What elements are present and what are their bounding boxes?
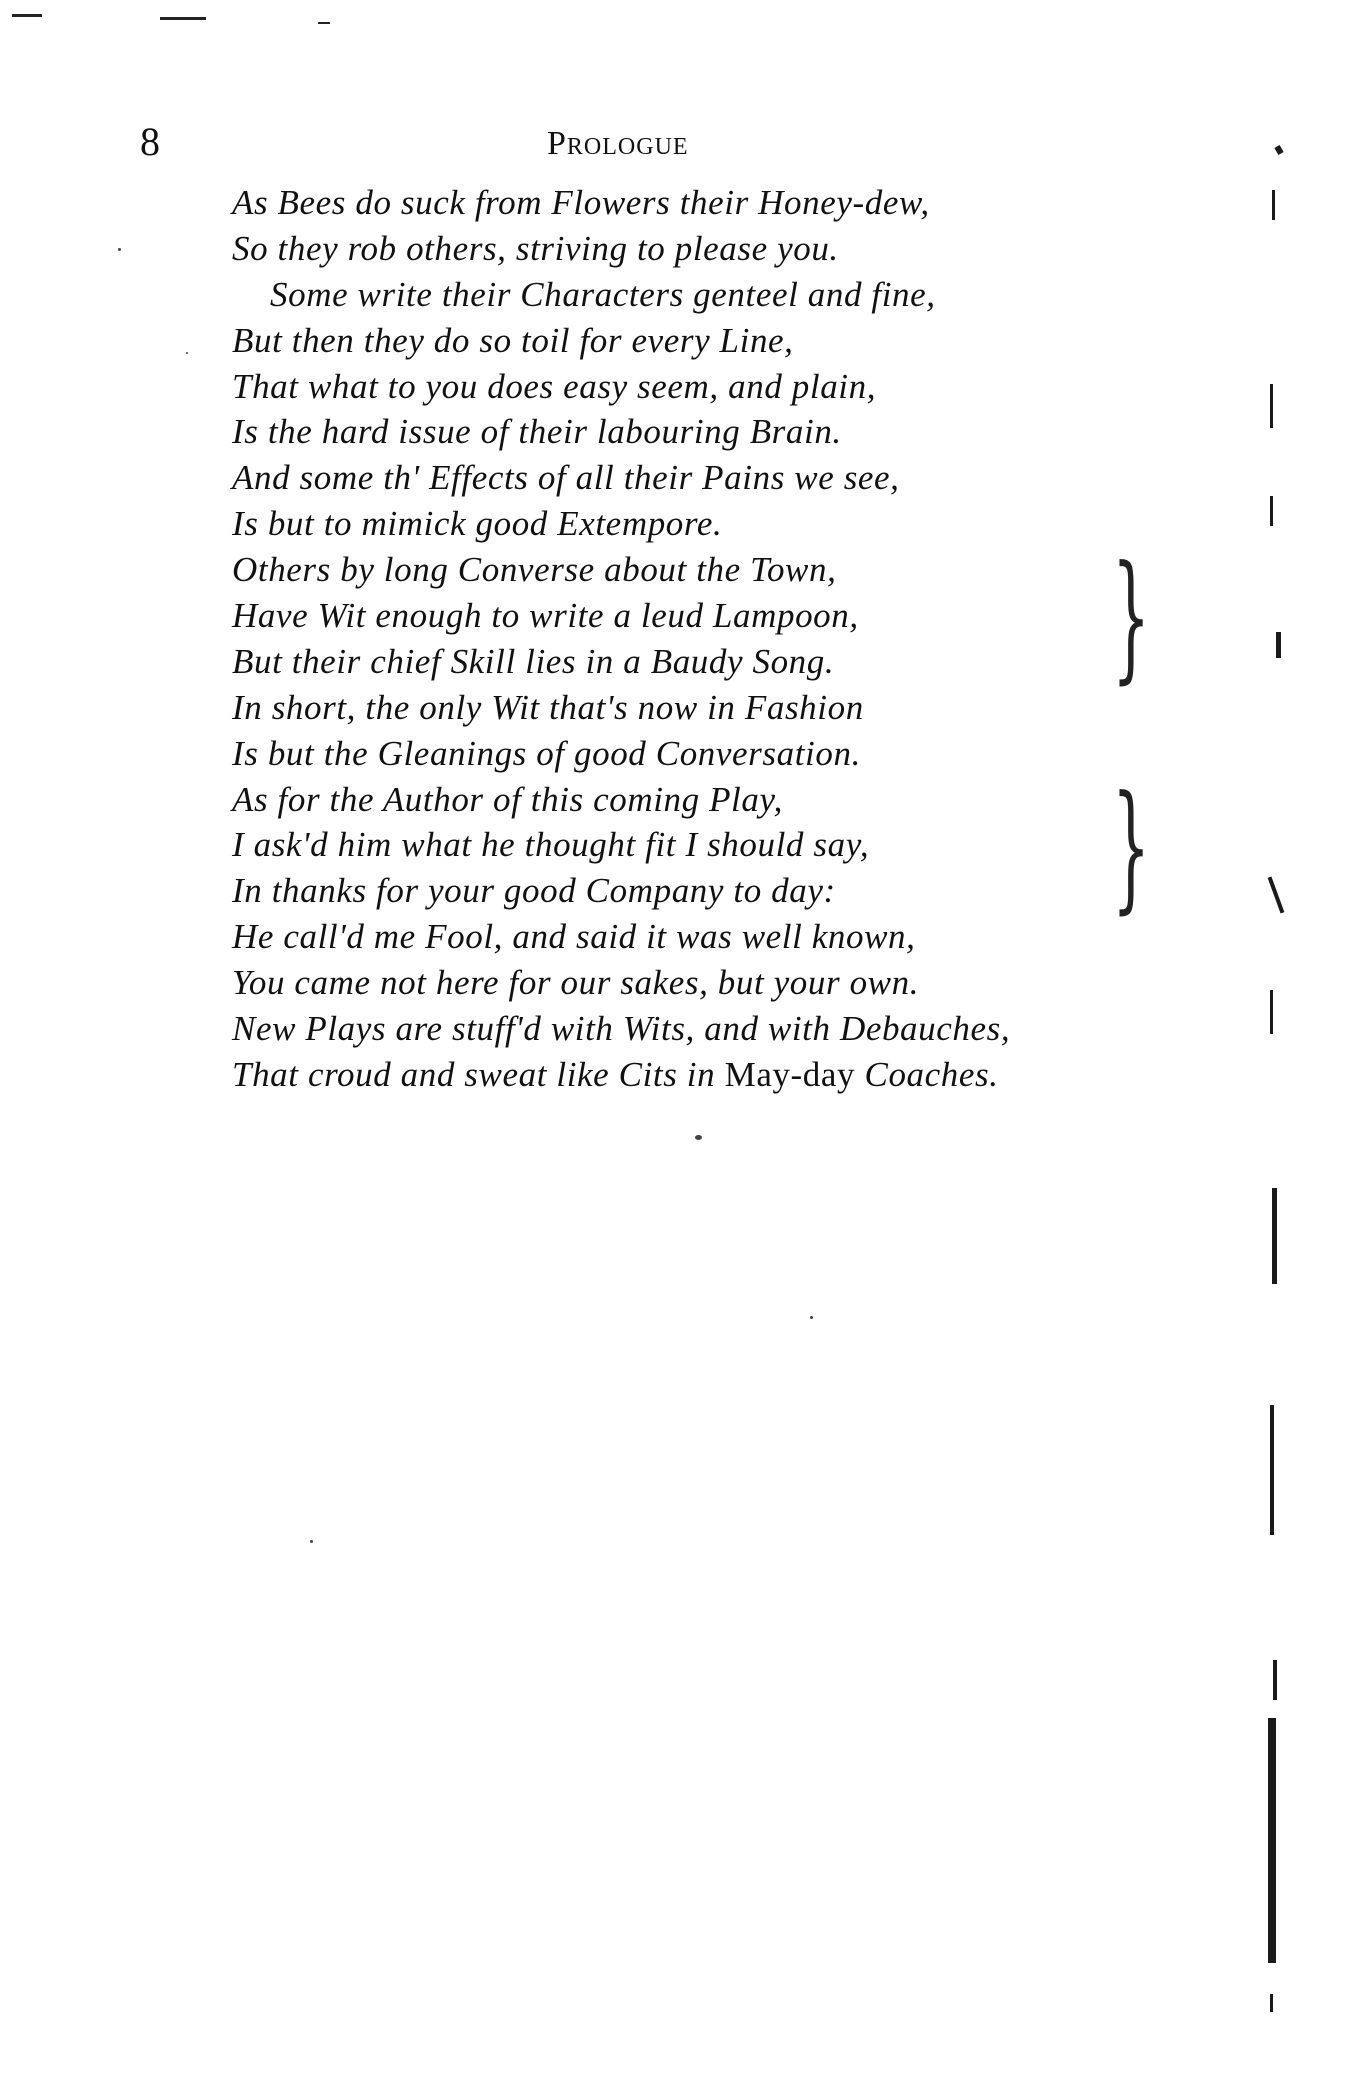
verse-line: But then they do so toil for every Line, bbox=[232, 320, 794, 360]
verse-line: And some th' Effects of all their Pains we see, bbox=[232, 458, 900, 498]
verse-line: New Plays are stuff'd with Wits, and with Debauches, bbox=[232, 1009, 1011, 1049]
verse-line-final bbox=[232, 1052, 1132, 1098]
gutter-artifact bbox=[1270, 990, 1273, 1034]
gutter-artifact bbox=[1274, 145, 1283, 155]
scan-speck bbox=[186, 352, 188, 354]
gutter-artifact bbox=[1276, 632, 1281, 658]
verse-line: Is the hard issue of their labouring Brain. bbox=[232, 412, 842, 452]
gutter-artifact bbox=[1270, 1994, 1273, 2012]
scan-speck bbox=[695, 1135, 702, 1140]
gutter-artifact bbox=[1268, 1718, 1276, 1963]
verse-line: Have Wit enough to write a leud Lampoon, bbox=[232, 596, 859, 636]
verse-line: As Bees do suck from Flowers their Honey-dew, bbox=[232, 183, 930, 222]
scan-speck bbox=[310, 1540, 313, 1543]
gutter-artifact bbox=[1268, 876, 1285, 913]
gutter-artifact bbox=[1273, 1660, 1277, 1700]
scan-speck bbox=[810, 1316, 813, 1319]
verse-line: So they rob others, striving to please you. bbox=[232, 228, 839, 268]
verse-line-final-end: Coaches. bbox=[864, 1054, 999, 1094]
verse-line: Some write their Characters genteel and fine, bbox=[270, 274, 936, 314]
scan-artifact bbox=[160, 17, 206, 20]
verse-line-final-start: That croud and sweat like Cits in bbox=[232, 1054, 716, 1094]
verse-line: In thanks for your good Company to day: bbox=[232, 871, 836, 911]
gutter-artifact bbox=[1270, 384, 1273, 428]
verse-line: In short, the only Wit that's now in Fashion bbox=[232, 687, 864, 727]
verse-line: Is but the Gleanings of good Conversation. bbox=[232, 733, 861, 773]
scan-speck bbox=[118, 248, 121, 251]
page-number: 8 bbox=[140, 119, 160, 164]
running-head: Prologue bbox=[547, 125, 689, 162]
triplet-brace: } bbox=[1112, 537, 1151, 699]
triplet-brace: } bbox=[1112, 767, 1151, 929]
verse-line: I ask'd him what he thought fit I should say, bbox=[232, 825, 870, 865]
verse-line: He call'd me Fool, and said it was well known, bbox=[232, 917, 916, 957]
verse-line: As for the Author of this coming Play, bbox=[232, 779, 784, 819]
gutter-artifact bbox=[1270, 496, 1273, 526]
verse-roman-word: May-day bbox=[724, 1054, 856, 1094]
gutter-artifact bbox=[1272, 1188, 1277, 1284]
scan-artifact bbox=[318, 22, 330, 24]
scan-artifact bbox=[12, 14, 42, 17]
verse-line: You came not here for our sakes, but your own. bbox=[232, 963, 920, 1003]
verse-line: But their chief Skill lies in a Baudy Song. bbox=[232, 641, 835, 681]
gutter-artifact bbox=[1272, 190, 1275, 220]
gutter-artifact bbox=[1270, 1405, 1274, 1535]
verse-line: Is but to mimick good Extempore. bbox=[232, 504, 723, 544]
verse-line: That what to you does easy seem, and plain, bbox=[232, 366, 877, 406]
prologue-verse bbox=[232, 180, 1132, 1098]
verse-line: Others by long Converse about the Town, bbox=[232, 550, 837, 590]
